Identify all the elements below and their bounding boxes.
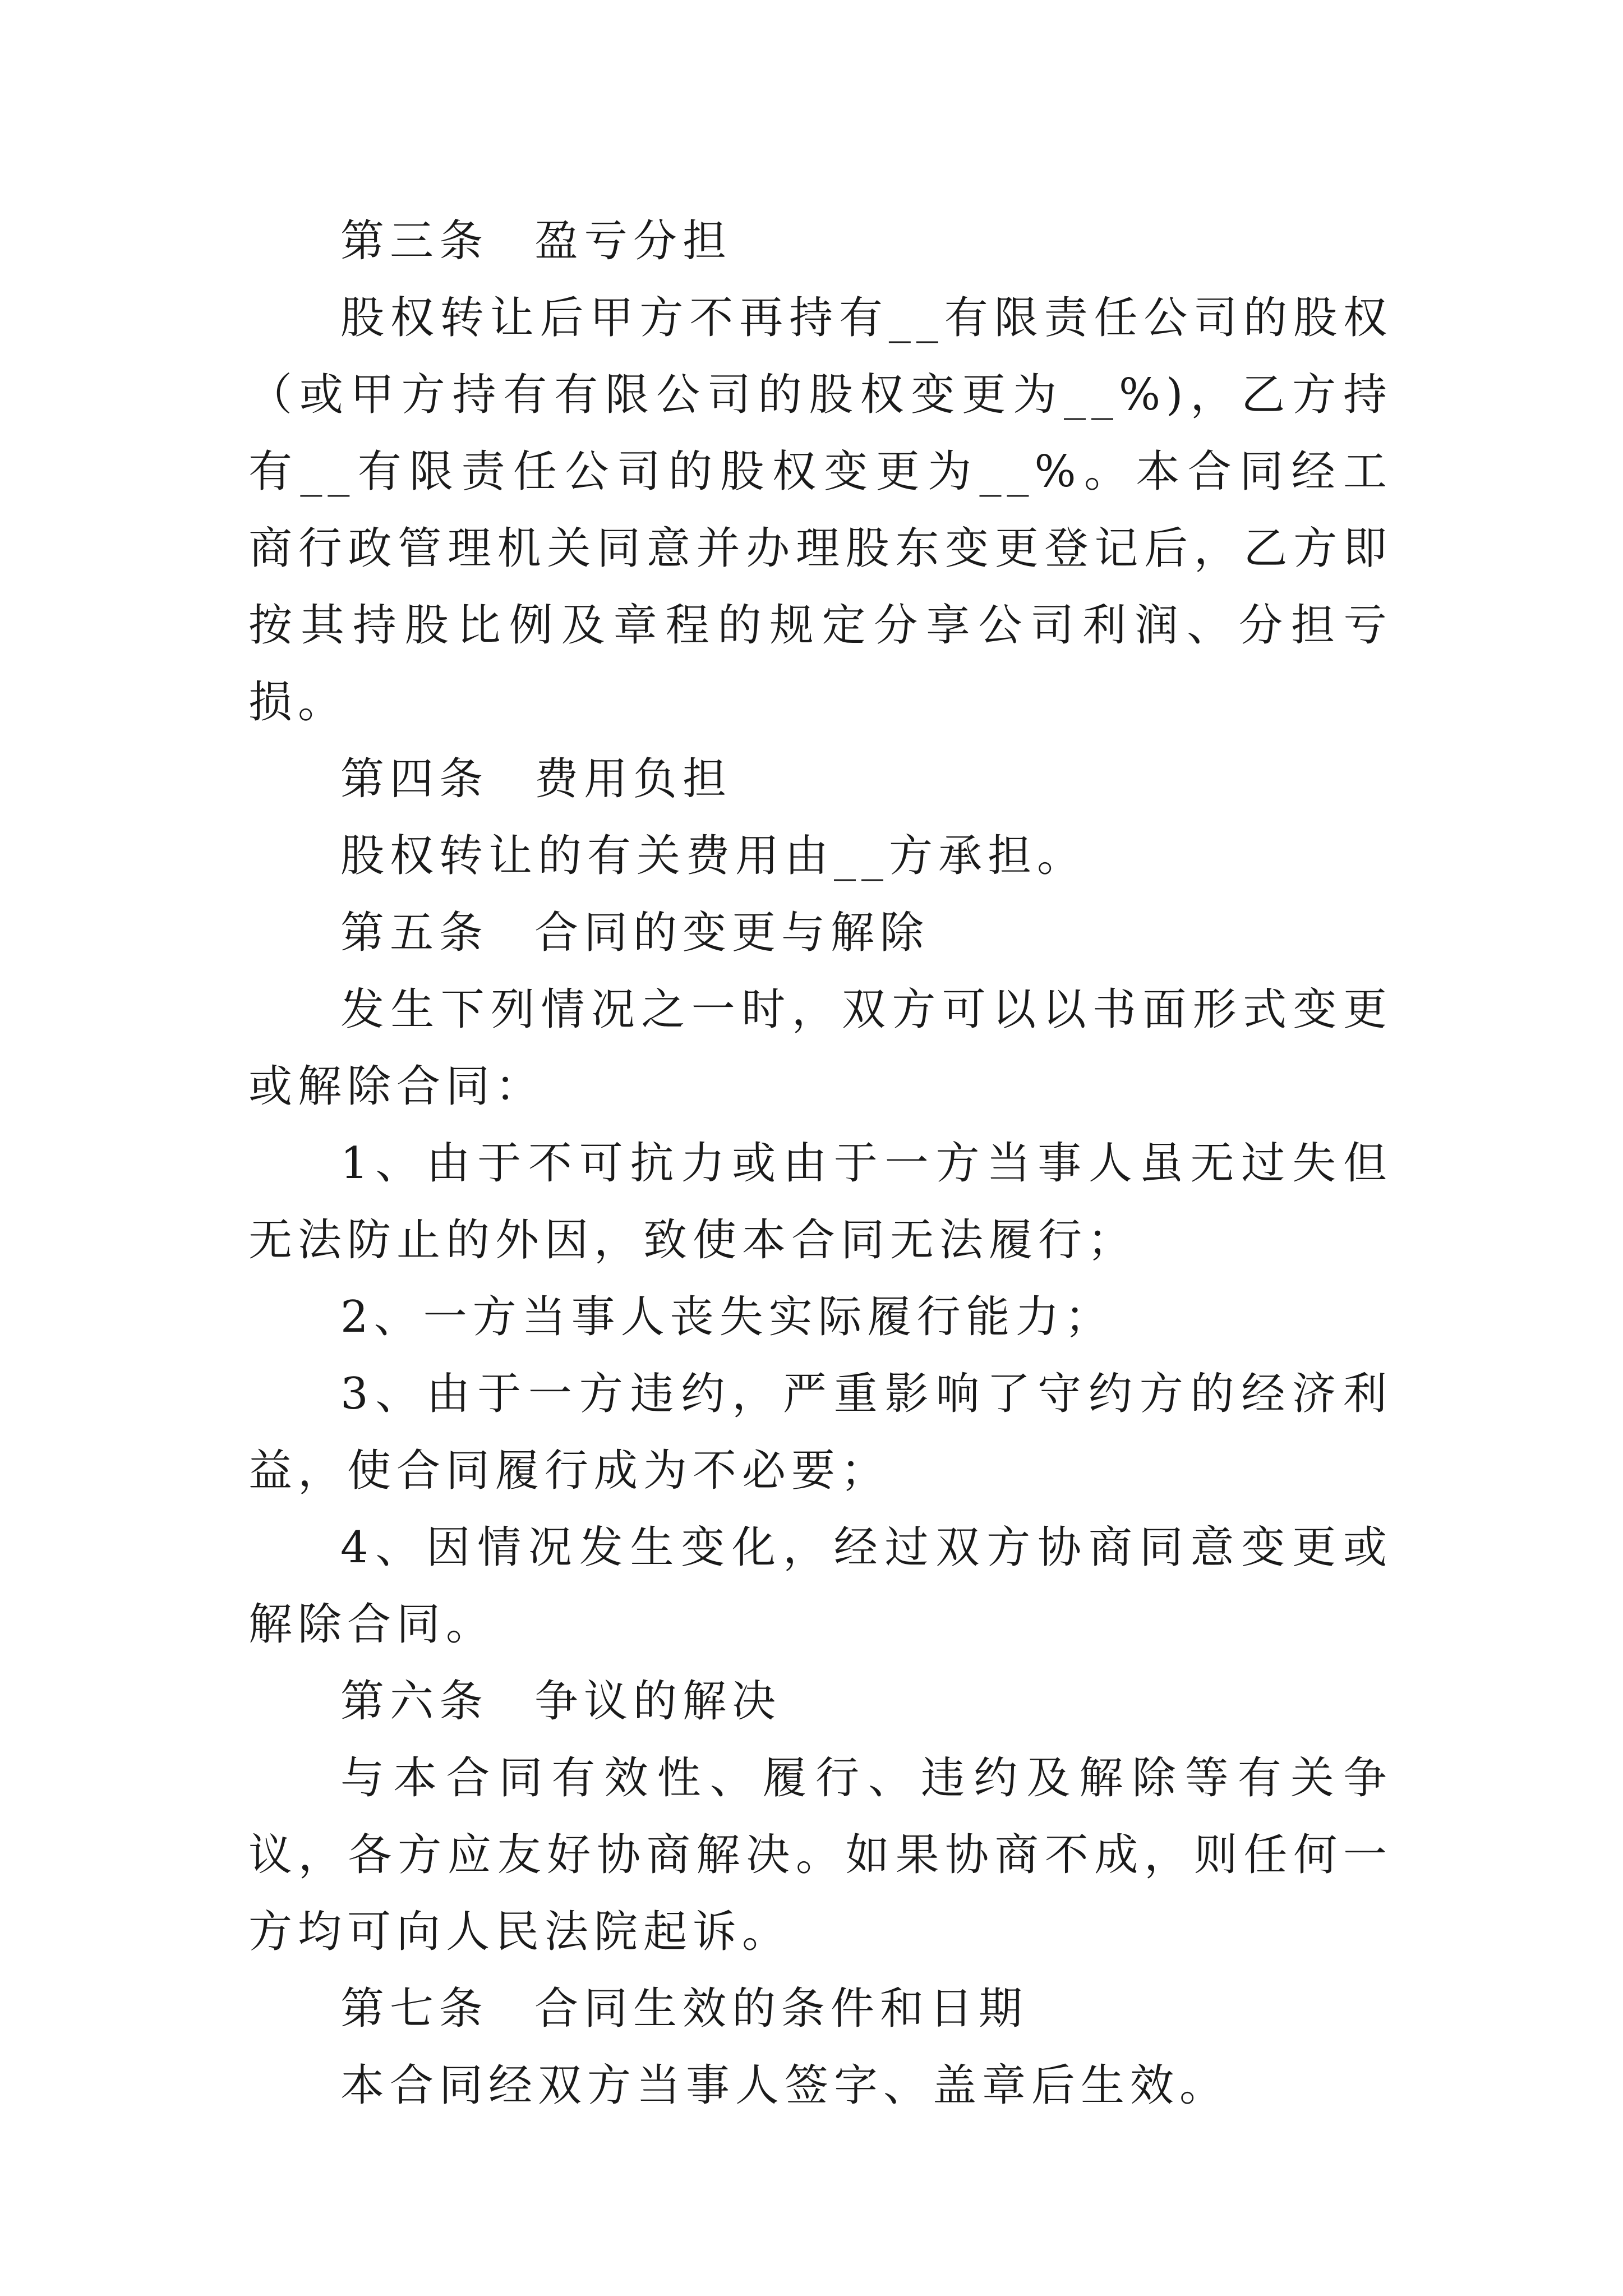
article-6-body: 与本合同有效性、履行、违约及解除等有关争议，各方应友好协商解决。如果协商不成，则任何一方均可向人民法院起诉。: [248, 1753, 1393, 1957]
article-5-intro: 发生下列情况之一时，双方可以以书面形式变更或解除合同：: [248, 984, 1393, 1112]
article-4-heading: [248, 741, 1393, 818]
article-5-item: 2、一方当事人丧失实际履行能力；: [340, 1292, 1114, 1342]
article-7-body: 本合同经双方当事人签字、盖章后生效。: [340, 2060, 1229, 2111]
article-6-title: 争议的解决: [534, 1676, 782, 1727]
article-5-item: 1、由于不可抗力或由于一方当事人虽无过失但无法防止的外因，致使本合同无法履行；: [248, 1138, 1393, 1266]
article-7-title: 合同生效的条件和日期: [534, 1984, 1029, 2034]
article-5-number: 第五条: [340, 908, 489, 958]
article-3-title: 盈亏分担: [534, 216, 732, 266]
article-3-body: 股权转让后甲方不再持有__有限责任公司的股权（或甲方持有有限公司的股权变更为__%)，乙方持有__有限责任公司的股权变更为__%。本合同经工商行政管理机关同意并办理股东变更登记后，乙方即按其持股比例及章程的规定分享公司利润、分担亏损。: [248, 293, 1393, 728]
article-5-item: 3、由于一方违约，严重影响了守约方的经济利益，使合同履行成为不必要；: [248, 1369, 1393, 1496]
contract-body: [248, 203, 1393, 2124]
article-7-heading: [248, 1971, 1393, 2047]
article-6-heading: [248, 1663, 1393, 1740]
article-5-item: 4、因情况发生变化，经过双方协商同意变更或解除合同。: [248, 1522, 1393, 1650]
article-5-heading: [248, 895, 1393, 972]
article-4-title: 费用负担: [534, 754, 732, 804]
article-6-number: 第六条: [340, 1676, 489, 1727]
article-3-number: 第三条: [340, 216, 489, 266]
article-7-number: 第七条: [340, 1984, 489, 2034]
article-3-heading: [248, 203, 1393, 280]
article-5-title: 合同的变更与解除: [534, 908, 930, 958]
article-4-body: 股权转让的有关费用由__方承担。: [340, 831, 1087, 881]
article-4-number: 第四条: [340, 754, 489, 804]
